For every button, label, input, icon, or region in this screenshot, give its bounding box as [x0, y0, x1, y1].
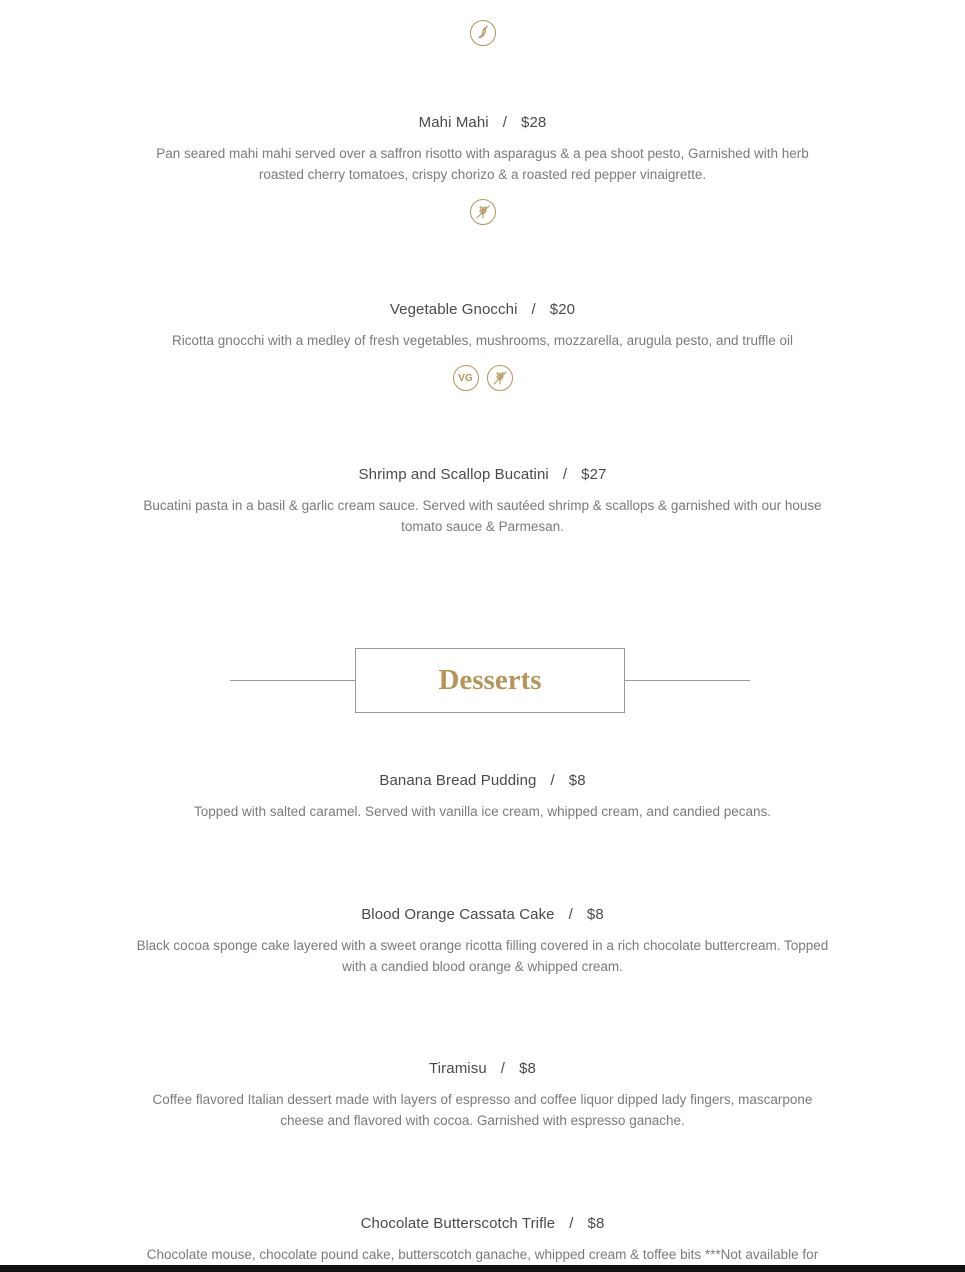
item-name: Vegetable Gnocchi — [389, 301, 518, 318]
menu-item-blood-orange-cassata-cake — [0, 906, 965, 977]
item-description: Pan seared mahi mahi served over a saffron risotto with asparagus & a pea shoot pesto, Garnished with herb roasted cherry tomatoes, crispy chorizo & a roasted red pepper vinaigrette. — [156, 146, 809, 182]
price-separator: / — [502, 114, 508, 131]
item-name: Blood Orange Cassata Cake — [361, 906, 555, 923]
menu-item-banana-bread-pudding — [0, 772, 965, 822]
item-description: Topped with salted caramel. Served with vanilla ice cream, whipped cream, and candied pecans. — [193, 804, 772, 819]
item-description: Black cocoa sponge cake layered with a sweet orange ricotta filling covered in a rich chocolate buttercream. Topped with a candied blood orange & whipped cream. — [136, 938, 829, 974]
price-separator: / — [568, 906, 573, 923]
item-title — [0, 772, 965, 789]
dietary-badges — [0, 199, 965, 225]
divider-left — [230, 680, 355, 681]
menu-item-tiramisu — [0, 1060, 965, 1131]
item-price: $28 — [521, 114, 547, 131]
gluten-free-icon — [487, 365, 513, 391]
item-title — [0, 1060, 965, 1077]
item-price: $8 — [568, 772, 586, 789]
item-name: Mahi Mahi — [418, 114, 489, 131]
item-price: $27 — [581, 466, 607, 483]
item-description: Ricotta gnocchi with a medley of fresh vegetables, mushrooms, mozzarella, arugula pesto, and truffle oil — [171, 333, 794, 348]
price-separator: / — [531, 301, 536, 318]
item-name: Tiramisu — [429, 1060, 487, 1077]
item-description: Bucatini pasta in a basil & garlic cream sauce. Served with sautéed shrimp & scallops & garnished with our house tomato sauce & Parmesan. — [143, 498, 822, 534]
chili-pepper-icon — [470, 20, 496, 46]
section-title: Desserts — [438, 664, 542, 696]
desserts-section-header — [0, 648, 965, 713]
gluten-free-icon — [470, 199, 496, 225]
price-separator: / — [569, 1215, 574, 1232]
item-title — [0, 301, 965, 318]
item-description: Coffee flavored Italian dessert made with layers of espresso and coffee liquor dipped lady fingers, mascarpone cheese and flavored with cocoa. Garnished with espresso ganache. — [152, 1092, 813, 1128]
bottom-bar — [0, 1265, 965, 1272]
item-title — [0, 114, 965, 131]
menu-item-chocolate-butterscotch-trifle — [0, 1215, 965, 1265]
item-price: $20 — [549, 301, 576, 318]
dietary-badges — [0, 365, 965, 391]
price-separator: / — [562, 466, 568, 483]
price-separator: / — [500, 1060, 506, 1077]
section-title-box — [355, 648, 625, 713]
vegetarian-icon: VG — [453, 365, 479, 391]
item-description: Chocolate mouse, chocolate pound cake, butterscotch ganache, whipped cream & toffee bits ***Not available for — [146, 1247, 819, 1262]
price-separator: / — [550, 772, 555, 789]
item-price: $8 — [587, 1215, 605, 1232]
menu-item-mahi-mahi — [0, 114, 965, 225]
menu-item-vegetable-gnocchi — [0, 301, 965, 391]
spicy-badge-row — [0, 20, 965, 46]
item-title — [0, 906, 965, 923]
item-title — [0, 466, 965, 483]
item-price: $8 — [586, 906, 604, 923]
item-name: Chocolate Butterscotch Trifle — [360, 1215, 556, 1232]
divider-right — [625, 680, 750, 681]
item-name: Shrimp and Scallop Bucatini — [358, 466, 549, 483]
menu-item-shrimp-scallop-bucatini — [0, 466, 965, 537]
item-name: Banana Bread Pudding — [379, 772, 537, 789]
item-price: $8 — [519, 1060, 536, 1077]
item-title — [0, 1215, 965, 1232]
